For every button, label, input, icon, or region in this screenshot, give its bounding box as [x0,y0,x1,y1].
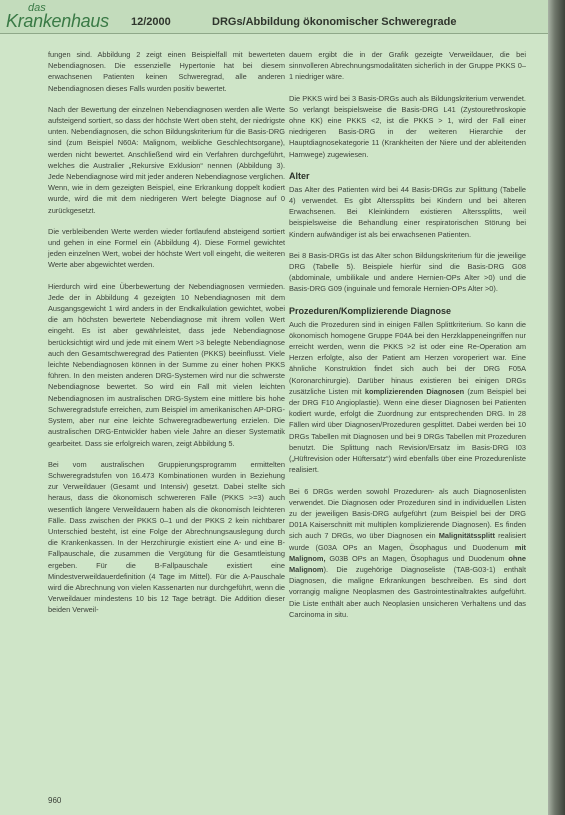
page-number: 960 [48,796,62,805]
book-spine-shadow [548,0,565,815]
paragraph: Die verbleibenden Werte werden wieder fortlaufend absteigend sortiert und gehen in eine Formel ein (Abbildung 4). Diese Formel gewichtet jeden einzelnen Wert, wobei der höchste Wert voll eingeht, die weiteren Werte aber abgewichtet werden. [48,226,285,270]
text-run: ). Die zugehörige Diagnoseliste (TAB-G03-1) enthält Diagnosen, die maligne Erkrankungen beschreiben. Es sind dort vorrangig maligne Neoplasmen des Gastrointestinaltraktes aufgeführt. Die Liste enthält aber auch Neoplasien unsicheren Verhaltens und das Carcinoma in situ. [289,564,526,619]
bold-term: mit Malignom, [289,542,526,563]
section-heading-alter: Alter [289,170,310,181]
paragraph [289,486,526,620]
section-heading-prozeduren: Prozeduren/Komplizierende Diagnose [289,305,452,316]
bold-term: Malignitätssplitt [438,531,495,541]
text-run: Auch die Prozeduren sind in einigen Fällen Splittkriterium. So kann die ökonomisch homogene Gruppe F04A bei den Herzklappeneingriffen nur erreicht werden, wenn die PKKS >2 ist oder eine Re-Operation am Herzen erfolgte, also der Patient am Herzen voroperiert war. Eine ähnliche Konstruktion findet sich auch bei der DRG F05A (Koronarchirurgie). Darüber hinaus existieren bei einigen DRGs zusätzliche Listen mit [289,319,526,396]
page-header [0,0,552,34]
text-run: (zum Beispiel bei der DRG F10 Angioplastie). Wenn eine dieser Diagnosen bei Patienten kodiert wurde, erfolgt die Zuordnung zur entsprechenden DRG. In 28 Fällen wird über Diagnosen/Prozeduren gesplittet. Dabei werden bei 10 DRGs Tabellen mit Diagnosen und bei 9 DRGs Tabellen mit Prozeduren benutzt. Die Splittung nach Revision/Ersatz im Basis-DRG I03 („Hüftrevision oder Hüftersatz“) wird ebenfalls über eine Prozedurenliste realisiert. [289,386,527,475]
bold-term: komplizierenden Diagnosen [364,386,465,396]
issue-number: 12/2000 [131,16,171,28]
logo-krankenhaus: Krankenhaus [6,11,109,31]
paragraph: Bei 8 Basis-DRGs ist das Alter schon Bildungskriterium für die jeweilige DRG (Tabelle 5). Beispiele hierfür sind die Basis-DRG G08 (abdominale, umbilikale und andere Hernien-OPs Alter >0) und die Basis-DRG G09 (inguinale und femorale Hernien-OPs Alter >0). [289,250,526,294]
bold-term: ohne Malignom [289,553,526,574]
journal-logo [6,2,126,32]
paragraph: Die PKKS wird bei 3 Basis-DRGs auch als Bildungskriterium verwendet. So verlangt beispielsweise die Basis-DRG L41 (Zystourethroskopie ohne KK) eine PKKS <2, ist die PKKS > 1, wird der Fall einer niedrigeren Basis-DRG in der weiteren Hierarchie der Hauptdiagnosekategorie 11 (Krankheiten der Niere und der ableitenden Harnwege) zugewiesen. [289,93,526,159]
paragraph: Hierdurch wird eine Überbewertung der Nebendiagnosen vermieden. Jede der in Abbildung 4 gezeigten 10 Nebendiagnosen mit dem Ausgangsgewicht 1 wird anders in der Endkalkulation gewichtet, wobei die am höchsten bewertete Nebendiagnose mit ihrem vollen Wert eingeht. Es ist aber gewährleistet, dass jede Nebendiagnose berücksichtigt wird und jede mit einem Wert >3 belegte Nebendiagnose auch den Gesamtschweregrad des Patienten (PKKS) beeinflusst. Viele leichte Nebendiagnosen können in der Summe zu einer hohen PKKS führen. In den meisten anderen DRG-Systemen wird nur die schwerste Nebendiagnose bewertet. So wird ein Fall mit vielen leichten Nebendiagnosen im australischen DRG-System eine mittlere bis hohe Schweregradstufe erreichen, zum Beispiel im amerikanischen AP-DRG-System, aber nur eine leichte Schweregradbewertung erzielen. Die australischen DRG-Entwickler haben viele Jahre an dieser Systematik gearbeitet. Dass sie erfolgreich waren, zeigt Abbildung 5. [48,281,285,448]
paragraph: fungen sind. Abbildung 2 zeigt einen Beispielfall mit bewerteten Nebendiagnosen. Die essenzielle Hypertonie hat bei diesem erwachsenen Patienten keinen Schweregrad, alle anderen Nebendiagnosen dieses Falls wurden positiv bewertet. [48,50,285,93]
running-title: DRGs/Abbildung ökonomischer Schweregrade [212,16,457,28]
text-run: G03B OPs an Magen, Ösophagus und Duodenum [325,553,509,563]
paragraph: Nach der Bewertung der einzelnen Nebendiagnosen werden alle Werte aufsteigend sortiert, so dass der höchste Wert oben steht, der niedrigste unten. Nebendiagnosen, die schon Bildungskriterium für die Basis-DRG sind (zum Beispiel N60A: Malignom, weibliche Geschlechtsorgane), werden nicht bewertet. Anschließend wird ein Verfahren durchgeführt, welches die Australier „Rekursive Exklusion“ nennen (Abbildung 3). Jede Nebendiagnose wird mit jeder anderen Nebendiagnose verglichen. Wenn, wie in dem gezeigten Beispiel, eine Erkrankung doppelt kodiert wurde, wird die mit dem niedrigeren Wert belegte Diagnose auf 0 zurückgesetzt. [48,104,285,215]
right-column [289,49,526,630]
paragraph [289,319,526,476]
paragraph: dauern ergibt die in der Grafik gezeigte Verweildauer, die bei sinnvolleren Abrechnungsmodalitäten sicherlich in der Gruppe PKKS 0–1 niedriger wäre. [289,50,526,82]
paragraph: Das Alter des Patienten wird bei 44 Basis-DRGs zur Splittung (Tabelle 4) verwendet. Es gibt Alterssplitts bei Kindern und bei älteren Erwachsenen. Bei Kleinkindern existieren Alterssplitts, weil beispielsweise die Behandlung einer respiratorischen Störung bei Kindern aufwändiger ist als bei erwachsenen Patienten. [289,184,526,239]
logo-das: das [28,2,46,14]
text-run: realisiert wurde (G03A OPs an Magen, Ösophagus und Duodenum [289,531,526,552]
text-run: Bei 6 DRGs werden sowohl Prozeduren- als auch Diagnosenlisten verwendet. Die Diagnosen oder Prozeduren sind in individuellen Listen zu der jeweiligen Basis-DRG aufgeführt (zum Beispiel bei der DRG D01A Kaiserschnitt mit multiplen komplizierende Diagnosen). Es finden sich auch 7 DRGs, wo über Diagnosen ein [289,486,526,541]
left-column [48,49,285,626]
paragraph: Bei vom australischen Gruppierungsprogramm ermittelten Schweregradstufen von 16.473 Kombinationen wurden in Beziehung zur Verweildauer (Gesamt und Intensiv) gesetzt. Dabei stellte sich heraus, dass die ökonomisch schwereren Fälle (PKKS >=3) auch wesentlich längere Verweildauern haben als die ökonomisch leichteren Fälle. Dass zwischen der PKKS 0–1 und der PKKS 2 kein nichtbarer Unterschied besteht, ist eine Folge der Abrechnungsauslegung durch die Krankenkassen. In der Herzchirurgie existiert eine A- und eine B-Fallpauschale, die zusammen die Vergütung für die Gesamtleistung ergeben. Für die B-Fallpauschale existiert eine Mindestverweildauerdefinition (4 Tage im Mittel). Für die A-Pauschale wird die Abrechnung von vielen Kassenarten nur durchgeführt, wenn die Verweildauer mindestens 10 bis 12 Tage beträgt. Die Addition dieser beiden Verweil- [48,459,285,615]
